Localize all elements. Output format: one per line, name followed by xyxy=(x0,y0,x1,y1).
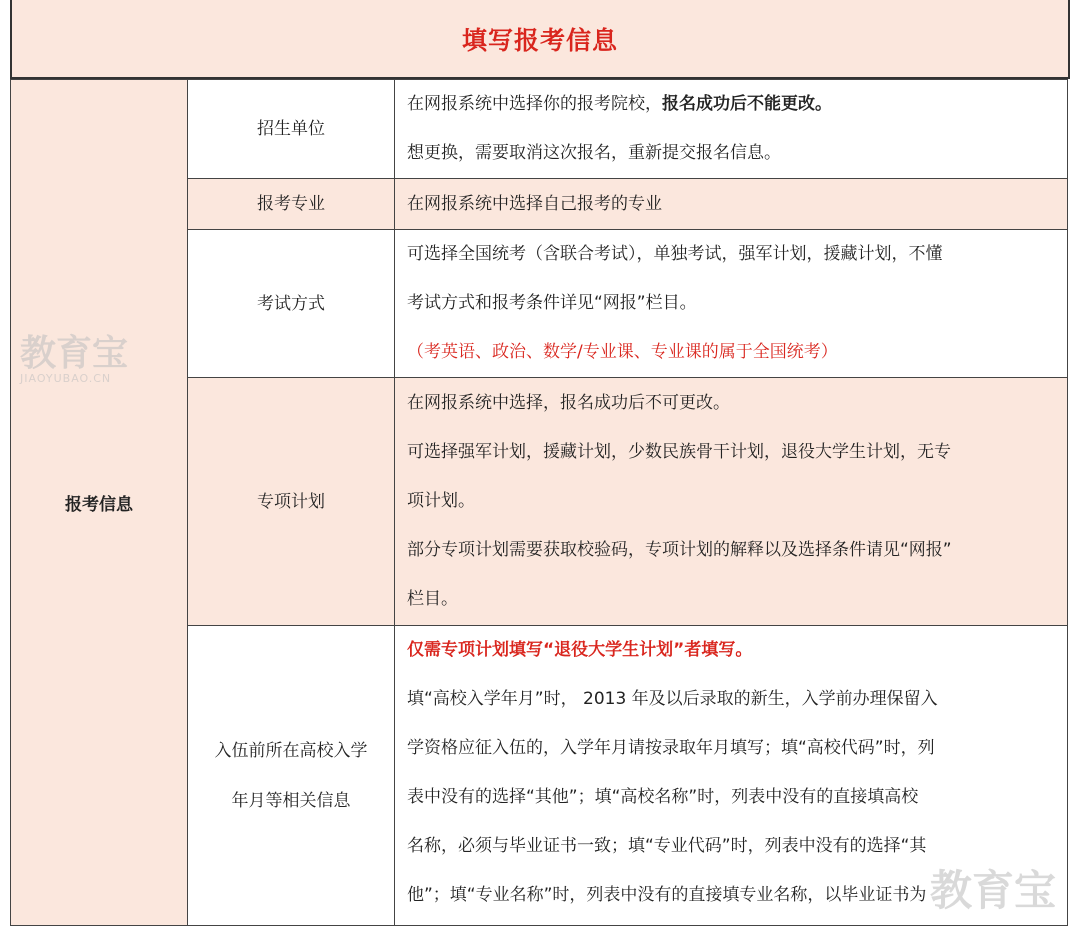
label-text: 年月等相关信息 xyxy=(231,790,351,811)
description-highlight: （考英语、政治、数学/专业课、专业课的属于全国统考） xyxy=(407,342,838,362)
description-text: 可选择全国统考（含联合考试），单独考试，强军计划，援藏计划，不懂 xyxy=(407,244,943,264)
row-label: 考试方式 xyxy=(188,230,395,378)
description-text: 在网报系统中选择自己报考的专业 xyxy=(407,193,662,214)
description-text: 想更换，需要取消这次报名，重新提交报名信息。 xyxy=(407,143,781,163)
description-bold-text: 报名成功后不能更改。 xyxy=(662,94,832,114)
watermark-logo: 教育宝 JIAOYUBAO.CN xyxy=(20,333,129,385)
row-description xyxy=(395,179,1068,230)
description-text: 他”；填“专业名称”时，列表中没有的直接填专业名称，以毕业证书为 xyxy=(407,885,927,905)
row-description xyxy=(395,626,1068,926)
description-text: 填“高校入学年月”时， 2013 年及以后录取的新生，入学前办理保留入 xyxy=(407,689,938,709)
row-description xyxy=(395,230,1068,378)
category-cell: 报考信息 xyxy=(11,80,188,926)
page-title: 填写报考信息 xyxy=(10,0,1070,79)
description-text: 学资格应征入伍的，入学年月请按录取年月填写；填“高校代码”时，列 xyxy=(407,738,935,758)
description-text: 在网报系统中选择你的报考院校， xyxy=(407,94,662,114)
description-text: 可选择强军计划，援藏计划，少数民族骨干计划，退役大学生计划，无专 xyxy=(407,442,951,462)
description-text: 考试方式和报考条件详见“网报”栏目。 xyxy=(407,293,697,313)
description-text: 在网报系统中选择，报名成功后不可更改。 xyxy=(407,393,730,413)
description-text: 项计划。 xyxy=(407,491,475,511)
row-label xyxy=(188,626,395,926)
row-description xyxy=(395,80,1068,179)
description-text: 部分专项计划需要获取校验码，专项计划的解释以及选择条件请见“网报” xyxy=(407,540,952,560)
info-table xyxy=(10,79,1068,926)
row-label: 招生单位 xyxy=(188,80,395,179)
row-description xyxy=(395,378,1068,626)
description-highlight: 仅需专项计划填写“退役大学生计划”者填写。 xyxy=(407,640,753,660)
label-text: 入伍前所在高校入学 xyxy=(214,740,368,761)
table-row xyxy=(11,80,1068,179)
row-label: 报考专业 xyxy=(188,179,395,230)
description-text: 表中没有的选择“其他”；填“高校名称”时，列表中没有的直接填高校 xyxy=(407,787,919,807)
description-text: 栏目。 xyxy=(407,589,458,609)
row-label: 专项计划 xyxy=(188,378,395,626)
description-text: 名称，必须与毕业证书一致；填“专业代码”时，列表中没有的选择“其 xyxy=(407,836,927,856)
watermark-logo: 教育宝 xyxy=(930,866,1057,915)
